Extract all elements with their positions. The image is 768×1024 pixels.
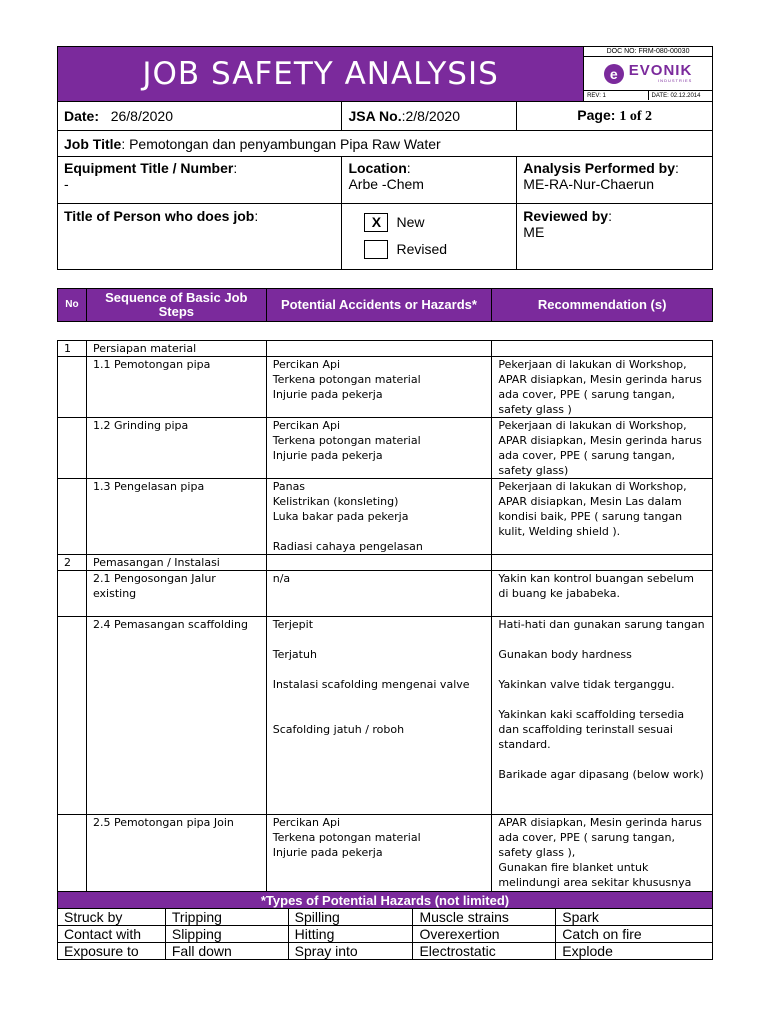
hazard-type: Electrostatic <box>413 943 556 960</box>
analysis-value: ME-RA-Nur-Chaerun <box>523 176 654 192</box>
hazard-row <box>58 926 713 943</box>
row-recommendation: Pekerjaan di lakukan di Workshop, APAR disiapkan, Mesin gerinda harus ada cover, PPE ( sarung tangan, safety glass ) <box>492 357 713 418</box>
page-label: Page: <box>577 107 616 123</box>
reviewed-label: Reviewed by <box>523 208 609 224</box>
date-value: 26/8/2020 <box>110 108 173 124</box>
table-row <box>58 815 713 892</box>
hazard-row <box>58 909 713 926</box>
hazard-type: Fall down <box>165 943 288 960</box>
row-no <box>58 571 87 617</box>
hazard-type: Catch on fire <box>556 926 713 943</box>
page-value: 1 of 2 <box>619 109 652 124</box>
row-no <box>58 617 87 815</box>
hazard-type: Muscle strains <box>413 909 556 926</box>
hazard-type: Exposure to <box>58 943 166 960</box>
hazard-type: Explode <box>556 943 713 960</box>
logo-subtext: INDUSTRIES <box>658 78 693 83</box>
table-row <box>58 555 713 571</box>
row-recommendation: APAR disiapkan, Mesin gerinda harus ada cover, PPE ( sarung tangan, safety glass ), Gunakan fire blanket untuk melindungi area sekitar khususnya <box>492 815 713 892</box>
revised-label: Revised <box>396 241 448 257</box>
new-checkbox[interactable]: X <box>364 213 388 232</box>
evonik-logo <box>584 57 712 90</box>
table-row <box>58 479 713 555</box>
row-step: Pemasangan / Instalasi <box>86 555 266 571</box>
row-recommendation <box>492 555 713 571</box>
col-hazards: Potential Accidents or Hazards* <box>266 289 492 322</box>
hazard-type: Overexertion <box>413 926 556 943</box>
date-cell: Date: 26/8/2020 <box>58 102 342 131</box>
row-no <box>58 357 87 418</box>
page-cell <box>517 102 713 131</box>
hazard-types-table <box>57 891 713 960</box>
location-label: Location <box>348 160 407 176</box>
row-hazard: Percikan Api Terkena potongan material Injurie pada pekerja <box>266 357 492 418</box>
job-title-cell: Job Title: Pemotongan dan penyambungan Pipa Raw Water <box>58 131 713 157</box>
hazard-type: Spray into <box>288 943 413 960</box>
hazard-type: Tripping <box>165 909 288 926</box>
person-cell: Title of Person who does job: <box>58 204 342 270</box>
row-hazard <box>266 341 492 357</box>
jsa-steps-table <box>57 340 713 892</box>
evonik-logo-icon: e <box>604 64 624 84</box>
jsa-header-table <box>57 46 713 270</box>
location-cell: Location: Arbe -Chem <box>342 157 517 204</box>
revision-number: REV: 1 <box>587 93 606 99</box>
col-steps: Sequence of Basic Job Steps <box>86 289 266 322</box>
hazard-type: Slipping <box>165 926 288 943</box>
revised-option[interactable] <box>364 238 510 260</box>
table-row <box>58 571 713 617</box>
reviewed-value: ME <box>523 224 545 240</box>
row-hazard: Terjepit Terjatuh Instalasi scafolding mengenai valve Scafolding jatuh / roboh <box>266 617 492 815</box>
row-step: 1.1 Pemotongan pipa <box>86 357 266 418</box>
col-no: No <box>58 289 87 322</box>
revision-row <box>584 90 712 100</box>
row-hazard: Percikan Api Terkena potongan material Injurie pada pekerja <box>266 418 492 479</box>
equipment-value: - <box>64 176 69 192</box>
row-recommendation: Yakin kan kontrol buangan sebelum di buang ke jababeka. <box>492 571 713 617</box>
jsa-cell <box>342 102 517 131</box>
row-step: 1.2 Grinding pipa <box>86 418 266 479</box>
jsa-label: JSA No. <box>348 108 402 124</box>
jsa-value: :2/8/2020 <box>401 108 460 124</box>
row-step: 2.4 Pemasangan scaffolding <box>86 617 266 815</box>
analysis-label: Analysis Performed by <box>523 160 676 176</box>
new-label: New <box>396 214 425 230</box>
table-row <box>58 357 713 418</box>
job-title-label: Job Title <box>64 135 122 152</box>
row-recommendation: Pekerjaan di lakukan di Workshop, APAR disiapkan, Mesin Las dalam kondisi baik, PPE ( sarung tangan kulit, Welding shield ). <box>492 479 713 555</box>
column-header-table <box>57 288 713 322</box>
row-step: 2.5 Pemotongan pipa Join <box>86 815 266 892</box>
analysis-cell: Analysis Performed by: ME-RA-Nur-Chaerun <box>517 157 713 204</box>
row-no: 2 <box>58 555 87 571</box>
hazard-type: Spilling <box>288 909 413 926</box>
date-label: Date <box>64 108 95 124</box>
table-row <box>58 418 713 479</box>
new-option[interactable] <box>364 211 510 233</box>
col-recommendation: Recommendation (s) <box>492 289 713 322</box>
row-no: 1 <box>58 341 87 357</box>
row-step: Persiapan material <box>86 341 266 357</box>
table-row <box>58 617 713 815</box>
hazard-type: Contact with <box>58 926 166 943</box>
row-hazard: Percikan Api Terkena potongan material Injurie pada pekerja <box>266 815 492 892</box>
row-no <box>58 418 87 479</box>
equipment-cell: Equipment Title / Number: - <box>58 157 342 204</box>
logo-text: EVONIK <box>628 62 693 79</box>
row-step: 2.1 Pengosongan Jalur existing <box>86 571 266 617</box>
person-label: Title of Person who does job <box>64 208 255 224</box>
reviewed-cell: Reviewed by: ME <box>517 204 713 270</box>
hazard-types-title: *Types of Potential Hazards (not limited) <box>58 892 713 909</box>
row-recommendation: Pekerjaan di lakukan di Workshop, APAR disiapkan, Mesin gerinda harus ada cover, PPE ( sarung tangan, safety glass) <box>492 418 713 479</box>
row-no <box>58 815 87 892</box>
table-row <box>58 341 713 357</box>
job-title-value: Pemotongan dan penyambungan Pipa Raw Water <box>129 135 441 152</box>
equipment-label: Equipment Title / Number <box>64 160 234 176</box>
location-value: Arbe -Chem <box>348 176 424 192</box>
hazard-type: Spark <box>556 909 713 926</box>
hazard-type: Hitting <box>288 926 413 943</box>
doc-number: DOC NO: FRM-080-00030 <box>584 47 712 57</box>
page-title: JOB SAFETY ANALYSIS <box>142 56 499 92</box>
revision-date: DATE: 02.12.2014 <box>648 91 712 100</box>
row-recommendation <box>492 341 713 357</box>
row-hazard: Panas Kelistrikan (konsleting) Luka bakar pada pekerja Radiasi cahaya pengelasan <box>266 479 492 555</box>
row-hazard: n/a <box>266 571 492 617</box>
hazard-type: Struck by <box>58 909 166 926</box>
row-step: 1.3 Pengelasan pipa <box>86 479 266 555</box>
revised-checkbox[interactable] <box>364 240 388 259</box>
row-hazard <box>266 555 492 571</box>
logo-block <box>584 47 713 102</box>
hazard-row <box>58 943 713 960</box>
row-no <box>58 479 87 555</box>
title-banner <box>58 47 584 102</box>
status-cell <box>342 204 517 270</box>
row-recommendation: Hati-hati dan gunakan sarung tangan Gunakan body hardness Yakinkan valve tidak terganggu. Yakinkan kaki scaffolding tersedia dan scaffolding terinstall sesuai standard. Barikade agar dipasang (below work) <box>492 617 713 815</box>
